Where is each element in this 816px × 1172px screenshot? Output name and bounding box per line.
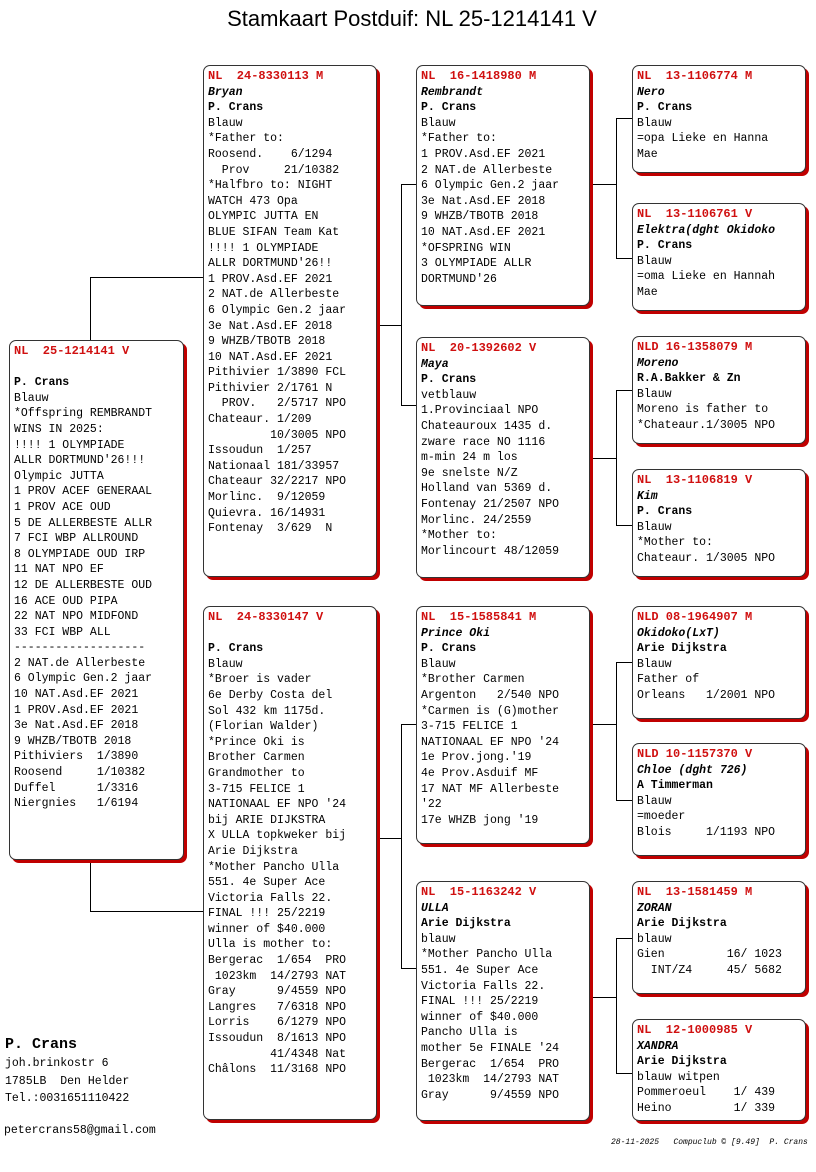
info-line: ------------------- [14,641,146,655]
info-line: Argenton 2/540 NPO [421,688,560,702]
connector-line [616,938,632,939]
info-line: Roosend. 6/1294 [208,147,333,161]
connector-line [616,938,617,1073]
pigeon-card-fm-father [632,336,806,444]
connector-line [90,860,91,911]
info-line: Bergerac 1/654 PRO [421,1057,560,1071]
connector-line [590,997,616,998]
info-line: Olympic JUTTA [14,469,104,483]
info-line: 10/3005 NPO [208,428,347,442]
info-line: '22 [421,798,442,812]
info-line: blauw [637,932,672,946]
connector-line [401,968,417,969]
footer-credit: 28-11-2025 Compuclub © [9.49] P. Crans [611,1138,808,1147]
breeder-name: P. Crans [5,1036,78,1053]
info-line: Prov 21/10382 [208,163,340,177]
info-line: *Halfbro to: NIGHT [208,179,333,193]
info-line: 10 NAT.Asd.EF 2021 [208,350,333,364]
info-line: NATIONAAL EF NPO '24 [208,798,347,812]
info-line: Blauw [421,657,456,671]
pigeon-name: Nero [637,85,665,99]
info-line: 6 Olympic Gen.2 jaar [14,672,153,686]
info-line: Lorris 6/1279 NPO [208,1016,347,1030]
info-line: 1e Prov.jong.'19 [421,751,532,765]
info-line: *Carmen is (G)mother [421,704,560,718]
owner-name: P. Crans [14,376,70,390]
info-line: 9 WHZB/TBOTB 2018 [421,210,539,224]
info-line: Orleans 1/2001 NPO [637,688,776,702]
connector-line [90,911,204,912]
info-line: 11 NAT NPO EF [14,563,104,577]
pigeon-card-mother [203,606,377,1120]
info-line: 1 PROV.Asd.EF 2021 [421,147,546,161]
pigeon-card-mother-father [416,606,590,844]
ring-number: NL 12-1000985 V [637,1023,753,1037]
pigeon-name: Kim [637,489,658,503]
info-line: Quievra. 16/14931 [208,506,326,520]
connector-line [616,800,632,801]
info-line: Gray 9/4559 NPO [208,985,347,999]
owner-name: P. Crans [208,642,264,656]
info-line: Niergnies 1/6194 [14,797,139,811]
info-line: Grandmother to [208,766,305,780]
info-line: Victoria Falls 22. [208,891,333,905]
info-line: *Offspring REMBRANDT [14,407,153,421]
info-line: Heino 1/ 339 [637,1101,776,1115]
ring-number: NL 20-1392602 V [421,341,537,355]
info-line: Blauw [208,657,243,671]
info-line: Gray 9/4559 NPO [421,1088,560,1102]
info-line: 16 ACE OUD PIPA [14,594,118,608]
owner-name: P. Crans [421,101,477,115]
info-line: 3e Nat.Asd.EF 2018 [421,194,546,208]
info-line: Pithiviers 1/3890 [14,750,139,764]
info-line: Châlons 11/3168 NPO [208,1063,347,1077]
pigeon-name: Okidoko(LxT) [637,626,720,640]
connector-line [90,277,91,340]
info-line: 9e snelste N/Z [421,466,518,480]
pigeon-name: ULLA [421,901,449,915]
info-line: Blauw [637,657,672,671]
info-line: Holland van 5369 d. [421,482,553,496]
info-line: Blauw [637,794,672,808]
owner-name: P. Crans [208,101,264,115]
info-line: Chateaur 32/2217 NPO [208,475,347,489]
pigeon-name: ZORAN [637,901,672,915]
pigeon-card-mf-mother [632,743,806,856]
connector-line [590,724,616,725]
owner-name: A Timmerman [637,779,713,793]
info-line: Blauw [637,254,672,268]
info-line: Blauw [14,391,49,405]
ring-number: NLD 08-1964907 M [637,610,753,624]
info-line: 22 NAT NPO MIDFOND [14,610,139,624]
info-line: winner of $40.000 [421,1010,539,1024]
info-line: =oma Lieke en Hannah [637,270,776,284]
pigeon-name: Bryan [208,85,243,99]
pigeon-name: Rembrandt [421,85,484,99]
info-line: DORTMUND'26 [421,272,497,286]
info-line: *Mother Pancho Ulla [208,860,340,874]
info-line: 41/4348 Nat [208,1047,347,1061]
breeder-city: 1785LB Den Helder [5,1074,130,1088]
connector-line [401,184,417,185]
info-line: *Broer is vader [208,673,312,687]
info-line: 6 Olympic Gen.2 jaar [421,179,560,193]
info-line: 2 NAT.de Allerbeste [14,656,146,670]
pigeon-card-father-father [416,65,590,306]
connector-line [90,277,204,278]
info-line: blauw [421,932,456,946]
pigeon-name: XANDRA [637,1039,679,1053]
info-line: FINAL !!! 25/2219 [421,995,539,1009]
info-line: =moeder [637,810,686,824]
info-line: 17 NAT MF Allerbeste [421,782,560,796]
info-line: Moreno is father to [637,403,769,417]
breeder-info [5,1035,129,1108]
info-line: 9 WHZB/TBOTB 2018 [208,335,326,349]
owner-name: Arie Dijkstra [637,642,727,656]
info-line: zware race NO 1116 [421,435,546,449]
info-line: Blauw [208,116,243,130]
info-line: 1 PROV.Asd.EF 2021 [14,703,139,717]
pigeon-card-mother-mother [416,881,590,1121]
info-line: 4e Prov.Asduif MF [421,766,539,780]
info-line: Ulla is mother to: [208,938,333,952]
info-line: 1 PROV ACE OUD [14,500,111,514]
pigeon-name: Elektra(dght Okidoko [637,223,776,237]
owner-name: R.A.Bakker & Zn [637,372,741,386]
pigeon-name [14,360,179,376]
info-line: Morlincourt 48/12059 [421,544,560,558]
connector-line [377,838,401,839]
info-line: !!!! 1 OLYMPIADE [14,438,125,452]
info-line: Chateaur. 1/3005 NPO [637,551,776,565]
connector-line [616,662,617,800]
owner-name: P. Crans [637,101,693,115]
pigeon-card-mm-father [632,881,806,994]
info-line: Blauw [637,116,672,130]
info-line: 2 NAT.de Allerbeste [421,163,553,177]
info-line: Morlinc. 9/12059 [208,491,326,505]
info-line: OLYMPIC JUTTA EN [208,210,319,224]
ring-number: NL 13-1106774 M [637,69,753,83]
info-line: 12 DE ALLERBESTE OUD [14,578,153,592]
connector-line [616,118,617,258]
info-line: Victoria Falls 22. [421,979,546,993]
info-line: bij ARIE DIJKSTRA [208,813,326,827]
info-line: BLUE SIFAN Team Kat [208,225,340,239]
info-line: 1023km 14/2793 NAT [208,969,347,983]
breeder-email: petercrans58@gmail.com [4,1124,156,1137]
ring-number: NL 25-1214141 V [14,344,130,358]
pigeon-card-subject [9,340,184,860]
ring-number: NLD 10-1157370 V [637,747,753,761]
info-line: Fontenay 21/2507 NPO [421,497,560,511]
info-line: Langres 7/6318 NPO [208,1000,347,1014]
info-line: Gien 16/ 1023 [637,948,782,962]
owner-name: P. Crans [637,239,693,253]
ring-number: NLD 16-1358079 M [637,340,753,354]
pigeon-card-ff-mother [632,203,806,311]
info-line: (Florian Walder) [208,720,319,734]
connector-line [590,458,616,459]
info-line: Mae [637,285,658,299]
breeder-address: joh.brinkostr 6 [5,1057,109,1070]
info-line: Chateaur. 1/209 [208,413,312,427]
info-line: Bergerac 1/654 PRO [208,954,347,968]
ring-number: NL 13-1106819 V [637,473,753,487]
connector-line [616,662,632,663]
info-line: Pithivier 2/1761 N [208,381,333,395]
info-line: WATCH 473 Opa [208,194,298,208]
connector-line [616,390,632,391]
info-line: 3e Nat.Asd.EF 2018 [208,319,333,333]
connector-line [377,325,401,326]
pigeon-name: Maya [421,357,449,371]
info-line: 2 NAT.de Allerbeste [208,288,340,302]
info-line: Mae [637,147,658,161]
info-line: Sol 432 km 1175d. [208,704,326,718]
owner-name: P. Crans [421,373,477,387]
pigeon-card-mm-mother [632,1019,806,1121]
info-line: Pithivier 1/3890 FCL [208,366,347,380]
ring-number: NL 15-1585841 M [421,610,537,624]
info-line: 3-715 FELICE 1 [421,720,518,734]
info-line: 1.Provinciaal NPO [421,404,539,418]
info-line: 5 DE ALLERBESTE ALLR [14,516,153,530]
info-line: 8 OLYMPIADE OUD IRP [14,547,146,561]
info-line: INT/Z4 45/ 5682 [637,963,782,977]
info-line: *Mother to: [421,529,497,543]
pigeon-name: Moreno [637,356,679,370]
info-line: Blauw [637,520,672,534]
connector-line [616,118,632,119]
connector-line [616,258,632,259]
info-line: Pancho Ulla is [421,1026,518,1040]
info-line: Nationaal 181/33957 [208,459,340,473]
info-line: Issoudun 8/1613 NPO [208,1032,347,1046]
info-line: 6 Olympic Gen.2 jaar [208,303,347,317]
info-line: Pommeroeul 1/ 439 [637,1086,776,1100]
ring-number: NL 24-8330113 M [208,69,324,83]
ring-number: NL 16-1418980 M [421,69,537,83]
info-line: =opa Lieke en Hanna [637,132,769,146]
info-line: Morlinc. 24/2559 [421,513,532,527]
info-line: Issoudun 1/257 [208,444,312,458]
info-line: Chateauroux 1435 d. [421,419,553,433]
info-line: Father of [637,673,700,687]
info-line: 6e Derby Costa del [208,688,333,702]
pigeon-name [208,626,372,642]
ring-number: NL 13-1581459 M [637,885,753,899]
info-line: m-min 24 m los [421,451,518,465]
info-line: *Father to: [208,132,284,146]
info-line: Blauw [637,387,672,401]
owner-name: Arie Dijkstra [421,917,511,931]
info-line: Brother Carmen [208,751,305,765]
owner-name: P. Crans [637,505,693,519]
info-line: PROV. 2/5717 NPO [208,397,347,411]
connector-line [401,405,417,406]
info-line: 10 NAT.Asd.EF 2021 [421,225,546,239]
info-line: Duffel 1/3316 [14,781,139,795]
info-line: 1023km 14/2793 NAT [421,1073,560,1087]
info-line: 33 FCI WBP ALL [14,625,111,639]
pigeon-card-father-mother [416,337,590,578]
info-line: 17e WHZB jong '19 [421,813,539,827]
pigeon-name: Chloe (dght 726) [637,763,748,777]
ring-number: NL 13-1106761 V [637,207,753,221]
info-line: 9 WHZB/TBOTB 2018 [14,734,132,748]
info-line: 1 PROV ACEF GENERAAL [14,485,153,499]
info-line: 10 NAT.Asd.EF 2021 [14,688,139,702]
info-line: *Mother to: [637,536,713,550]
owner-name: P. Crans [421,642,477,656]
info-line: NATIONAAL EF NPO '24 [421,735,560,749]
info-line: 551. 4e Super Ace [208,876,326,890]
pigeon-name: Prince Oki [421,626,491,640]
info-line: Blois 1/1193 NPO [637,825,776,839]
pigeon-card-father [203,65,377,577]
info-line: *Chateaur.1/3005 NPO [637,418,776,432]
connector-line [401,184,402,405]
info-line: *Mother Pancho Ulla [421,948,553,962]
owner-name: Arie Dijkstra [637,917,727,931]
owner-name: Arie Dijkstra [637,1055,727,1069]
pigeon-card-ff-father [632,65,806,173]
info-line: vetblauw [421,388,477,402]
info-line: 551. 4e Super Ace [421,963,539,977]
info-line: 1 PROV.Asd.EF 2021 [208,272,333,286]
info-line: !!!! 1 OLYMPIADE [208,241,319,255]
info-line: Fontenay 3/629 N [208,522,333,536]
info-line: X ULLA topkweker bij [208,829,347,843]
info-line: winner of $40.000 [208,922,326,936]
info-line: blauw witpen [637,1070,720,1084]
info-line: ALLR DORTMUND'26!! [208,257,333,271]
info-line: 3 OLYMPIADE ALLR [421,257,532,271]
connector-line [401,724,417,725]
ring-number: NL 24-8330147 V [208,610,324,624]
info-line: *Prince Oki is [208,735,305,749]
pigeon-card-mf-father [632,606,806,719]
connector-line [616,1073,632,1074]
info-line: *Father to: [421,132,497,146]
info-line: *Brother Carmen [421,673,525,687]
connector-line [616,525,632,526]
info-line: 7 FCI WBP ALLROUND [14,532,139,546]
info-line: 3-715 FELICE 1 [208,782,305,796]
breeder-phone: Tel.:0031651110422 [5,1092,130,1105]
info-line: Roosend 1/10382 [14,766,146,780]
info-line: FINAL !!! 25/2219 [208,907,326,921]
info-line: 3e Nat.Asd.EF 2018 [14,719,139,733]
info-line: Arie Dijkstra [208,844,298,858]
page-title: Stamkaart Postduif: NL 25-1214141 V [227,6,597,31]
info-line: WINS IN 2025: [14,422,104,436]
info-line: ALLR DORTMUND'26!!! [14,454,146,468]
connector-line [401,724,402,968]
info-line: *OFSPRING WIN [421,241,511,255]
connector-line [616,390,617,525]
info-line: mother 5e FINALE '24 [421,1041,560,1055]
pigeon-card-fm-mother [632,469,806,577]
connector-line [590,184,616,185]
info-line: Blauw [421,116,456,130]
ring-number: NL 15-1163242 V [421,885,537,899]
